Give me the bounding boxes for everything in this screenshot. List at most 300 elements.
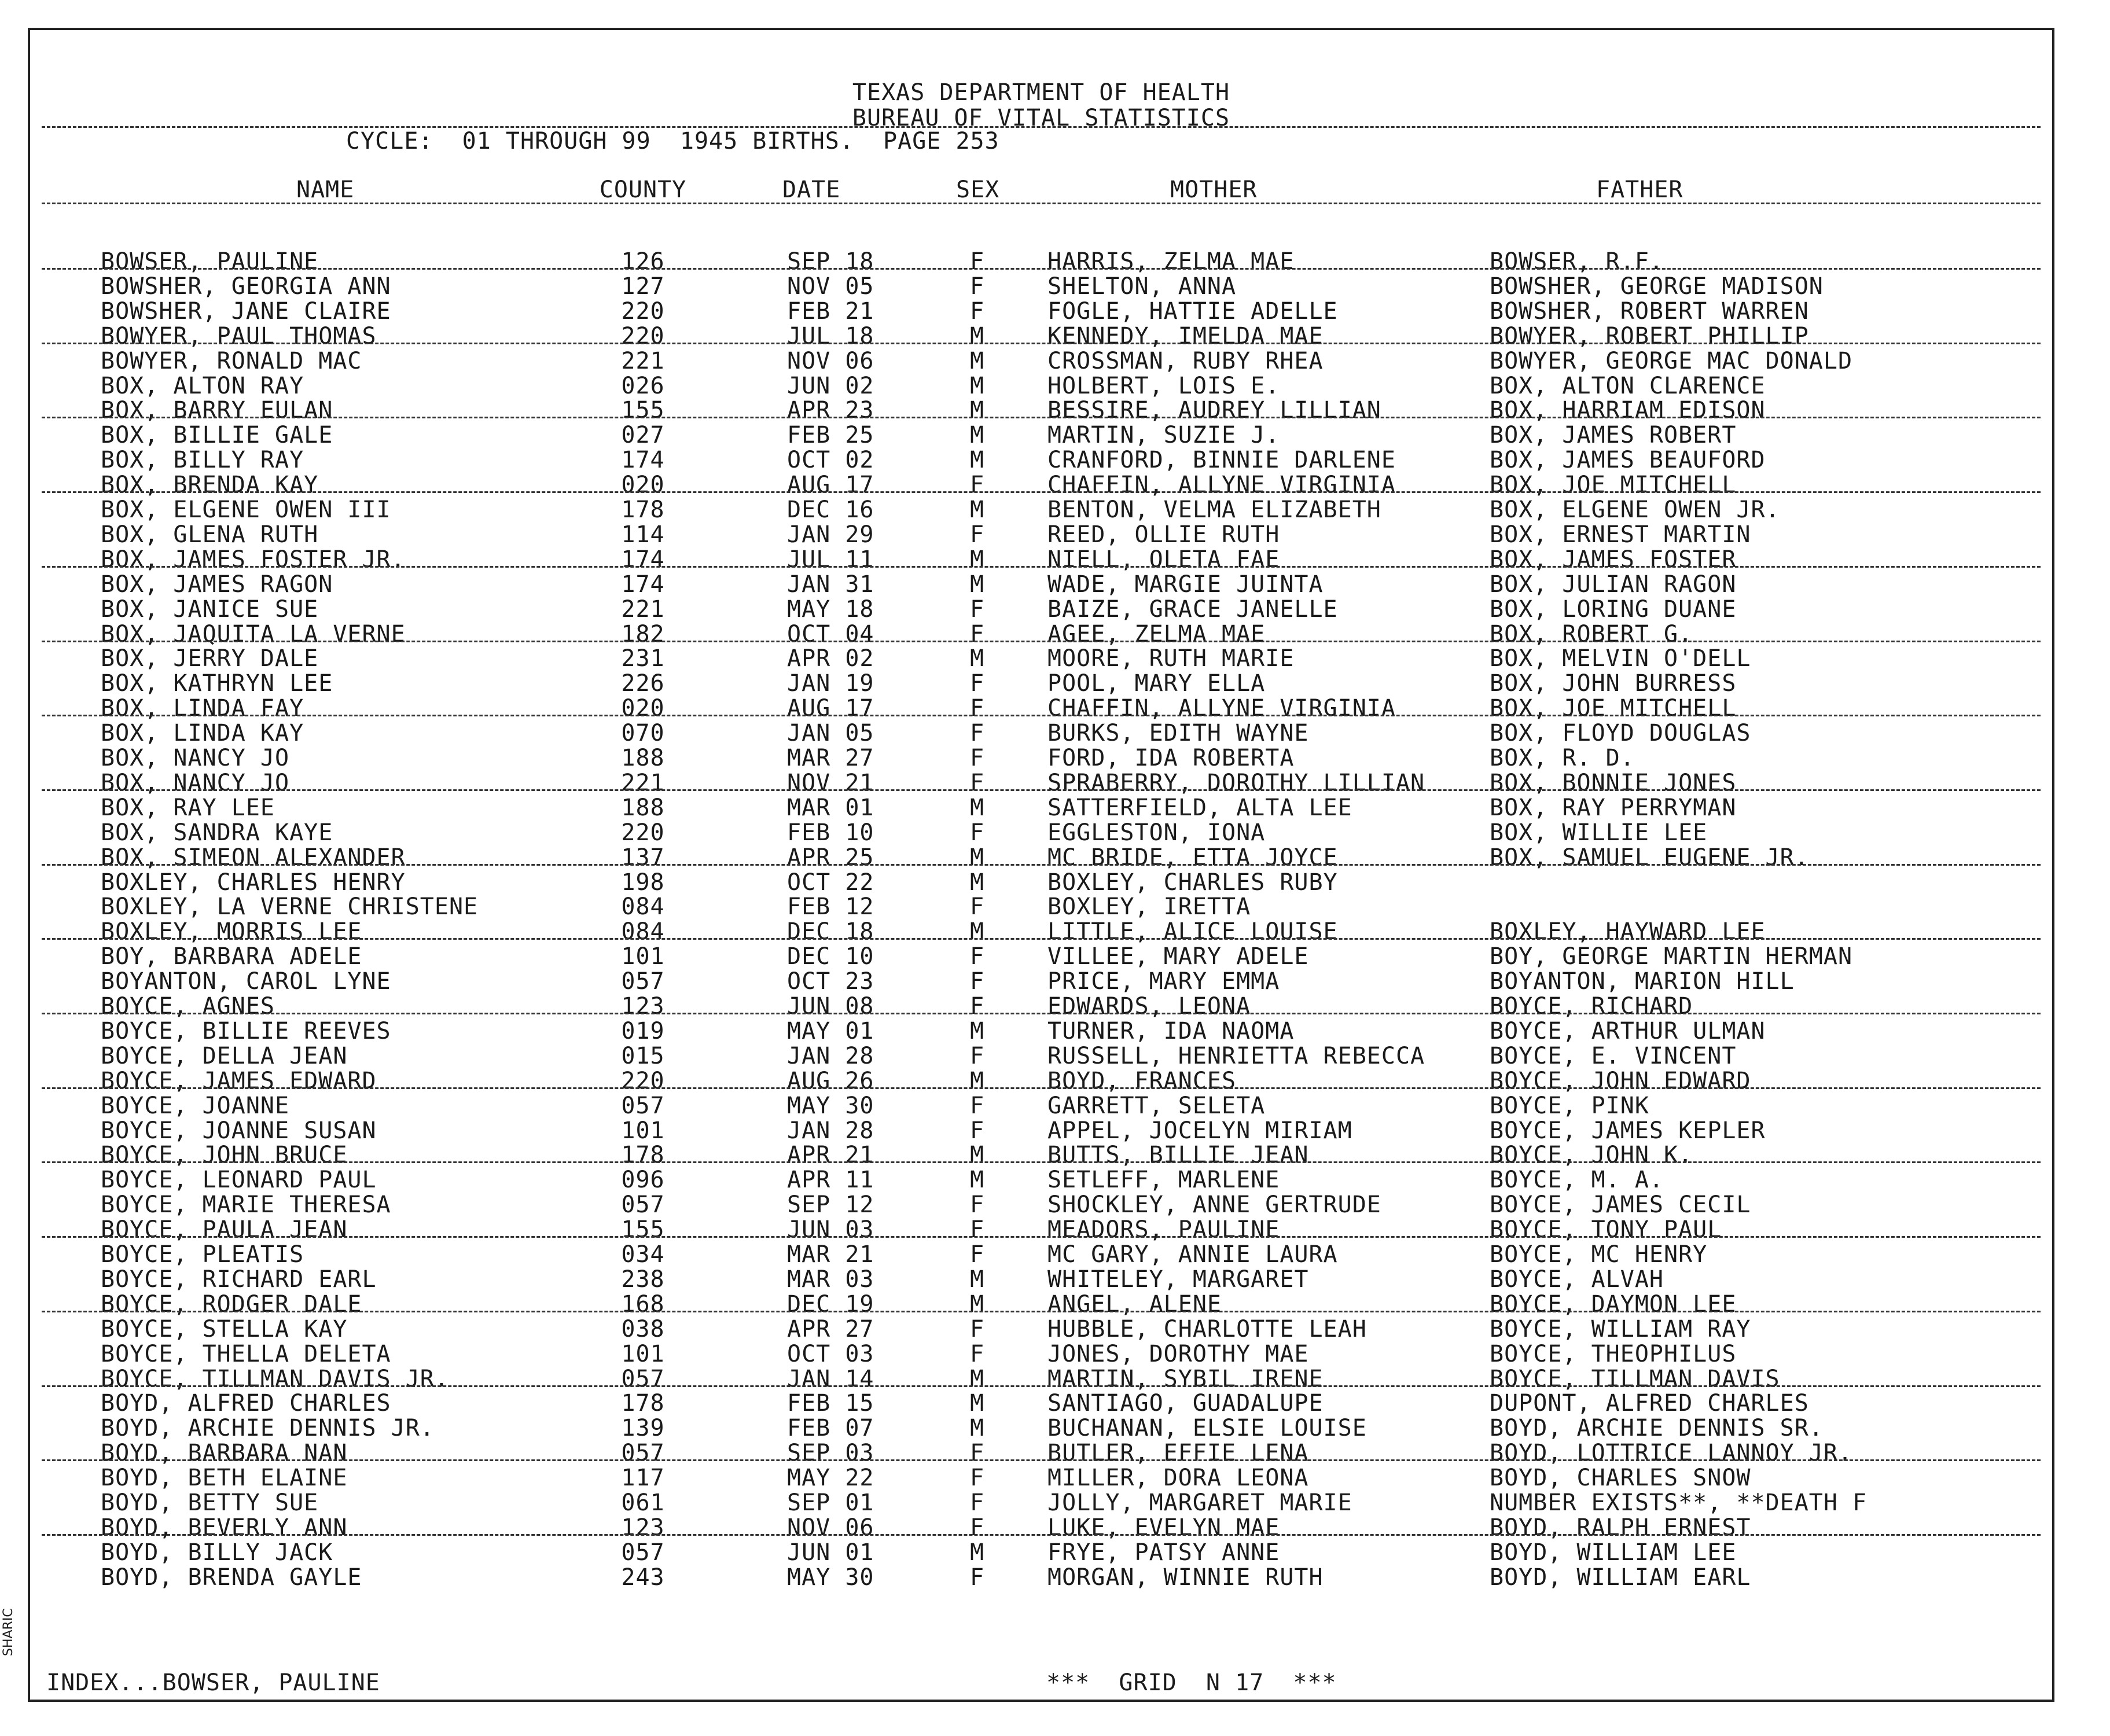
side-stamp: SHARIC bbox=[1, 1608, 16, 1656]
cell-name: BOYD, BEVERLY ANN bbox=[101, 1514, 348, 1541]
cell-sex: M bbox=[970, 496, 985, 523]
cell-name: BOWYER, RONALD MAC bbox=[101, 348, 362, 374]
cell-father: BOYCE, TONY PAUL bbox=[1490, 1216, 1722, 1243]
cell-county: 139 bbox=[621, 1415, 665, 1441]
cell-sex: M bbox=[970, 1018, 985, 1044]
cell-date: JAN 14 bbox=[787, 1366, 874, 1392]
cell-mother: SATTERFIELD, ALTA LEE bbox=[1047, 795, 1352, 821]
cell-county: 221 bbox=[621, 596, 665, 623]
cell-sex: F bbox=[970, 1117, 985, 1144]
cell-father: BOX, JAMES ROBERT bbox=[1490, 422, 1737, 448]
cell-sex: F bbox=[970, 993, 985, 1020]
cell-sex: F bbox=[970, 1241, 985, 1268]
cell-county: 220 bbox=[621, 1068, 665, 1094]
cell-father: BOX, ALTON CLARENCE bbox=[1490, 373, 1766, 399]
cell-date: SEP 12 bbox=[787, 1191, 874, 1218]
cell-county: 070 bbox=[621, 720, 665, 746]
cell-name: BOYCE, JOANNE bbox=[101, 1093, 290, 1119]
row-rule bbox=[42, 789, 2041, 791]
cell-mother: FOGLE, HATTIE ADELLE bbox=[1047, 298, 1338, 325]
cell-sex: F bbox=[970, 1489, 985, 1516]
cell-name: BOYCE, RODGER DALE bbox=[101, 1291, 362, 1318]
cell-mother: BOYD, FRANCES bbox=[1047, 1068, 1237, 1094]
cell-name: BOYD, BRENDA GAYLE bbox=[101, 1564, 362, 1591]
cell-date: SEP 01 bbox=[787, 1489, 874, 1516]
cell-county: 178 bbox=[621, 1390, 665, 1417]
cell-father: BOYCE, TILLMAN DAVIS bbox=[1490, 1366, 1780, 1392]
header-bureau: BUREAU OF VITAL STATISTICS bbox=[852, 105, 1230, 131]
cell-sex: M bbox=[970, 447, 985, 473]
cell-name: BOX, LINDA FAY bbox=[101, 695, 304, 722]
cell-sex: F bbox=[970, 720, 985, 746]
cell-date: APR 02 bbox=[787, 645, 874, 672]
cell-name: BOX, ALTON RAY bbox=[101, 373, 304, 399]
cell-date: DEC 19 bbox=[787, 1291, 874, 1318]
cell-name: BOYCE, THELLA DELETA bbox=[101, 1341, 391, 1367]
cell-date: MAY 22 bbox=[787, 1465, 874, 1491]
row-rule bbox=[42, 1236, 2041, 1238]
cell-date: NOV 06 bbox=[787, 1514, 874, 1541]
cell-father: BOYCE, MC HENRY bbox=[1490, 1241, 1708, 1268]
cell-date: JUN 03 bbox=[787, 1216, 874, 1243]
cell-mother: AGEE, ZELMA MAE bbox=[1047, 621, 1266, 648]
cell-father: BOYCE, WILLIAM RAY bbox=[1490, 1316, 1751, 1343]
cell-mother: REED, OLLIE RUTH bbox=[1047, 521, 1280, 548]
cell-father: BOX, LORING DUANE bbox=[1490, 596, 1737, 623]
cell-father: BOYD, CHARLES SNOW bbox=[1490, 1465, 1751, 1491]
cell-date: JUN 02 bbox=[787, 373, 874, 399]
cell-father: BOXLEY, HAYWARD LEE bbox=[1490, 918, 1766, 945]
column-header-county: COUNTY bbox=[599, 176, 687, 203]
cell-name: BOX, SIMEON ALEXANDER bbox=[101, 844, 406, 871]
cell-sex: M bbox=[970, 918, 985, 945]
cell-father: BOX, HARRIAM EDISON bbox=[1490, 397, 1766, 424]
cell-date: APR 27 bbox=[787, 1316, 874, 1343]
cell-father: BOYCE, JAMES KEPLER bbox=[1490, 1117, 1766, 1144]
cell-county: 020 bbox=[621, 695, 665, 722]
cell-mother: FRYE, PATSY ANNE bbox=[1047, 1539, 1280, 1566]
cell-county: 127 bbox=[621, 273, 665, 300]
cell-sex: F bbox=[970, 1341, 985, 1367]
cell-father: BOYD, RALPH ERNEST bbox=[1490, 1514, 1751, 1541]
cell-father: BOWYER, GEORGE MAC DONALD bbox=[1490, 348, 1853, 374]
cell-mother: WHITELEY, MARGARET bbox=[1047, 1266, 1309, 1293]
cell-father: BOWSHER, GEORGE MADISON bbox=[1490, 273, 1824, 300]
cell-date: JAN 28 bbox=[787, 1043, 874, 1069]
cell-sex: M bbox=[970, 645, 985, 672]
cell-sex: M bbox=[970, 844, 985, 871]
cell-county: 137 bbox=[621, 844, 665, 871]
cell-mother: ANGEL, ALENE bbox=[1047, 1291, 1222, 1318]
cell-mother: MARTIN, SUZIE J. bbox=[1047, 422, 1280, 448]
cell-name: BOX, SANDRA KAYE bbox=[101, 819, 333, 846]
cell-father: BOWYER, ROBERT PHILLIP bbox=[1490, 323, 1809, 350]
cell-sex: M bbox=[970, 1539, 985, 1566]
row-rule bbox=[42, 864, 2041, 866]
cell-county: 220 bbox=[621, 323, 665, 350]
row-rule bbox=[42, 268, 2041, 270]
cell-date: FEB 12 bbox=[787, 893, 874, 920]
cell-sex: F bbox=[970, 893, 985, 920]
cell-sex: F bbox=[970, 1043, 985, 1069]
cell-sex: M bbox=[970, 571, 985, 598]
row-rule bbox=[42, 938, 2041, 940]
cell-county: 026 bbox=[621, 373, 665, 399]
cell-name: BOX, JAMES FOSTER JR. bbox=[101, 546, 406, 573]
cell-date: MAR 27 bbox=[787, 745, 874, 771]
cell-father: BOX, SAMUEL EUGENE JR. bbox=[1490, 844, 1809, 871]
cell-mother: SANTIAGO, GUADALUPE bbox=[1047, 1390, 1324, 1417]
cell-county: 243 bbox=[621, 1564, 665, 1591]
cell-father: BOYD, ARCHIE DENNIS SR. bbox=[1490, 1415, 1824, 1441]
cell-date: DEC 10 bbox=[787, 943, 874, 970]
cell-mother: MORGAN, WINNIE RUTH bbox=[1047, 1564, 1324, 1591]
cell-mother: SHELTON, ANNA bbox=[1047, 273, 1237, 300]
cell-father: BOX, JAMES FOSTER bbox=[1490, 546, 1737, 573]
cell-sex: F bbox=[970, 1191, 985, 1218]
cell-name: BOX, KATHRYN LEE bbox=[101, 670, 333, 697]
cell-date: DEC 18 bbox=[787, 918, 874, 945]
cell-father: BOX, ERNEST MARTIN bbox=[1490, 521, 1751, 548]
cell-father: BOYD, WILLIAM EARL bbox=[1490, 1564, 1751, 1591]
cell-name: BOXLEY, CHARLES HENRY bbox=[101, 869, 406, 896]
cell-name: BOWSER, PAULINE bbox=[101, 248, 319, 275]
cell-county: 101 bbox=[621, 1341, 665, 1367]
cell-sex: M bbox=[970, 1167, 985, 1193]
cell-mother: SPRABERRY, DOROTHY LILLIAN bbox=[1047, 770, 1425, 796]
cell-county: 101 bbox=[621, 943, 665, 970]
cell-mother: PRICE, MARY EMMA bbox=[1047, 968, 1280, 995]
cell-mother: CHAFFIN, ALLYNE VIRGINIA bbox=[1047, 472, 1396, 498]
cell-sex: F bbox=[970, 298, 985, 325]
cell-sex: F bbox=[970, 248, 985, 275]
cell-date: APR 25 bbox=[787, 844, 874, 871]
cell-mother: MC GARY, ANNIE LAURA bbox=[1047, 1241, 1338, 1268]
cell-county: 178 bbox=[621, 496, 665, 523]
cell-date: FEB 15 bbox=[787, 1390, 874, 1417]
cell-mother: CROSSMAN, RUBY RHEA bbox=[1047, 348, 1324, 374]
cell-mother: POOL, MARY ELLA bbox=[1047, 670, 1266, 697]
cell-county: 034 bbox=[621, 1241, 665, 1268]
cell-mother: TURNER, IDA NAOMA bbox=[1047, 1018, 1295, 1044]
header-rule bbox=[42, 126, 2041, 128]
row-rule bbox=[42, 715, 2041, 716]
cell-date: APR 23 bbox=[787, 397, 874, 424]
cell-father: BOX, JOHN BURRESS bbox=[1490, 670, 1737, 697]
cell-mother: FORD, IDA ROBERTA bbox=[1047, 745, 1295, 771]
cell-sex: F bbox=[970, 819, 985, 846]
cell-father: BOX, JAMES BEAUFORD bbox=[1490, 447, 1766, 473]
cell-date: APR 11 bbox=[787, 1167, 874, 1193]
cell-father: BOYCE, RICHARD bbox=[1490, 993, 1693, 1020]
column-header-date: DATE bbox=[782, 176, 841, 203]
cell-county: 182 bbox=[621, 621, 665, 648]
cell-father: BOX, MELVIN O'DELL bbox=[1490, 645, 1751, 672]
cell-county: 123 bbox=[621, 1514, 665, 1541]
cell-father: BOX, ELGENE OWEN JR. bbox=[1490, 496, 1780, 523]
row-rule bbox=[42, 1161, 2041, 1163]
header-cycle: CYCLE: 01 THROUGH 99 1945 BIRTHS. PAGE 253 bbox=[346, 128, 999, 155]
cell-county: 198 bbox=[621, 869, 665, 896]
cell-sex: M bbox=[970, 1366, 985, 1392]
cell-county: 101 bbox=[621, 1117, 665, 1144]
cell-sex: F bbox=[970, 1440, 985, 1466]
cell-date: MAR 03 bbox=[787, 1266, 874, 1293]
cell-county: 126 bbox=[621, 248, 665, 275]
cell-county: 221 bbox=[621, 770, 665, 796]
cell-county: 155 bbox=[621, 1216, 665, 1243]
row-rule bbox=[42, 1311, 2041, 1312]
cell-date: FEB 21 bbox=[787, 298, 874, 325]
cell-sex: F bbox=[970, 1316, 985, 1343]
cell-county: 226 bbox=[621, 670, 665, 697]
cell-county: 238 bbox=[621, 1266, 665, 1293]
cell-sex: F bbox=[970, 943, 985, 970]
cell-mother: BENTON, VELMA ELIZABETH bbox=[1047, 496, 1381, 523]
cell-father: BOX, BONNIE JONES bbox=[1490, 770, 1737, 796]
cell-name: BOYD, BILLY JACK bbox=[101, 1539, 333, 1566]
cell-name: BOYCE, JOANNE SUSAN bbox=[101, 1117, 377, 1144]
cell-mother: LUKE, EVELYN MAE bbox=[1047, 1514, 1280, 1541]
cell-county: 231 bbox=[621, 645, 665, 672]
column-header-name: NAME bbox=[296, 176, 355, 203]
cell-name: BOX, BILLIE GALE bbox=[101, 422, 333, 448]
cell-sex: F bbox=[970, 621, 985, 648]
cell-father: BOYCE, E. VINCENT bbox=[1490, 1043, 1737, 1069]
cell-county: 123 bbox=[621, 993, 665, 1020]
cell-father: BOX, FLOYD DOUGLAS bbox=[1490, 720, 1751, 746]
cell-date: OCT 23 bbox=[787, 968, 874, 995]
cell-mother: KENNEDY, IMELDA MAE bbox=[1047, 323, 1324, 350]
cell-mother: HUBBLE, CHARLOTTE LEAH bbox=[1047, 1316, 1367, 1343]
cell-father: BOWSHER, ROBERT WARREN bbox=[1490, 298, 1809, 325]
cell-county: 096 bbox=[621, 1167, 665, 1193]
cell-name: BOX, JERRY DALE bbox=[101, 645, 319, 672]
cell-county: 188 bbox=[621, 745, 665, 771]
row-rule bbox=[42, 491, 2041, 493]
cell-sex: M bbox=[970, 1415, 985, 1441]
cell-mother: SHOCKLEY, ANNE GERTRUDE bbox=[1047, 1191, 1381, 1218]
cell-mother: BUCHANAN, ELSIE LOUISE bbox=[1047, 1415, 1367, 1441]
cell-county: 057 bbox=[621, 968, 665, 995]
cell-mother: BUTTS, BILLIE JEAN bbox=[1047, 1142, 1309, 1168]
column-header-father: FATHER bbox=[1596, 176, 1683, 203]
cell-father: BOX, JOE MITCHELL bbox=[1490, 472, 1737, 498]
cell-name: BOX, NANCY JO bbox=[101, 770, 290, 796]
cell-father: BOX, WILLIE LEE bbox=[1490, 819, 1708, 846]
cell-county: 015 bbox=[621, 1043, 665, 1069]
cell-name: BOX, NANCY JO bbox=[101, 745, 290, 771]
cell-date: JUN 01 bbox=[787, 1539, 874, 1566]
cell-name: BOYCE, JOHN BRUCE bbox=[101, 1142, 348, 1168]
cell-mother: CHAFFIN, ALLYNE VIRGINIA bbox=[1047, 695, 1396, 722]
cell-name: BOXLEY, MORRIS LEE bbox=[101, 918, 362, 945]
cell-date: DEC 16 bbox=[787, 496, 874, 523]
cell-name: BOYCE, AGNES bbox=[101, 993, 275, 1020]
cell-date: FEB 25 bbox=[787, 422, 874, 448]
cell-sex: M bbox=[970, 323, 985, 350]
cell-date: MAR 01 bbox=[787, 795, 874, 821]
cell-name: BOYD, BARBARA NAN bbox=[101, 1440, 348, 1466]
cell-sex: M bbox=[970, 1068, 985, 1094]
cell-mother: EGGLESTON, IONA bbox=[1047, 819, 1266, 846]
row-rule bbox=[42, 1013, 2041, 1014]
cell-name: BOXLEY, LA VERNE CHRISTENE bbox=[101, 893, 479, 920]
cell-date: SEP 18 bbox=[787, 248, 874, 275]
cell-father: BOX, RAY PERRYMAN bbox=[1490, 795, 1737, 821]
cell-mother: LITTLE, ALICE LOUISE bbox=[1047, 918, 1338, 945]
cell-sex: M bbox=[970, 1390, 985, 1417]
cell-mother: JOLLY, MARGARET MARIE bbox=[1047, 1489, 1352, 1516]
cell-county: 057 bbox=[621, 1539, 665, 1566]
cell-sex: F bbox=[970, 521, 985, 548]
cell-mother: BOXLEY, IRETTA bbox=[1047, 893, 1251, 920]
footer-index: INDEX...BOWSER, PAULINE bbox=[46, 1669, 380, 1696]
cell-sex: F bbox=[970, 695, 985, 722]
cell-county: 057 bbox=[621, 1440, 665, 1466]
cell-father: BOX, ROBERT G. bbox=[1490, 621, 1693, 648]
cell-county: 155 bbox=[621, 397, 665, 424]
cell-date: NOV 06 bbox=[787, 348, 874, 374]
footer-grid: *** GRID N 17 *** bbox=[1046, 1669, 1337, 1696]
cell-sex: M bbox=[970, 1266, 985, 1293]
cell-father: BOYCE, PINK bbox=[1490, 1093, 1649, 1119]
cell-name: BOWSHER, JANE CLAIRE bbox=[101, 298, 391, 325]
cell-name: BOX, ELGENE OWEN III bbox=[101, 496, 391, 523]
cell-county: 019 bbox=[621, 1018, 665, 1044]
cell-county: 038 bbox=[621, 1316, 665, 1343]
cell-county: 084 bbox=[621, 918, 665, 945]
cell-mother: CRANFORD, BINNIE DARLENE bbox=[1047, 447, 1396, 473]
cell-county: 057 bbox=[621, 1366, 665, 1392]
cell-father: NUMBER EXISTS**, **DEATH F bbox=[1490, 1489, 1868, 1516]
cell-mother: NIELL, OLETA FAE bbox=[1047, 546, 1280, 573]
records-sheet bbox=[28, 28, 2054, 1702]
cell-name: BOX, BRENDA KAY bbox=[101, 472, 319, 498]
cell-mother: BAIZE, GRACE JANELLE bbox=[1047, 596, 1338, 623]
cell-father: BOYD, LOTTRICE LANNOY JR. bbox=[1490, 1440, 1853, 1466]
cell-date: AUG 17 bbox=[787, 695, 874, 722]
cell-mother: VILLEE, MARY ADELE bbox=[1047, 943, 1309, 970]
cell-date: JUL 18 bbox=[787, 323, 874, 350]
cell-sex: M bbox=[970, 373, 985, 399]
cell-name: BOYCE, MARIE THERESA bbox=[101, 1191, 391, 1218]
cell-sex: F bbox=[970, 472, 985, 498]
cell-county: 027 bbox=[621, 422, 665, 448]
cell-sex: M bbox=[970, 869, 985, 896]
cell-date: OCT 22 bbox=[787, 869, 874, 896]
cell-name: BOYCE, BILLIE REEVES bbox=[101, 1018, 391, 1044]
cell-mother: BUTLER, EFFIE LENA bbox=[1047, 1440, 1309, 1466]
cell-name: BOX, LINDA KAY bbox=[101, 720, 304, 746]
cell-sex: M bbox=[970, 422, 985, 448]
cell-date: APR 21 bbox=[787, 1142, 874, 1168]
row-rule bbox=[42, 1385, 2041, 1387]
cell-county: 220 bbox=[621, 298, 665, 325]
cell-father: BOYCE, JOHN K. bbox=[1490, 1142, 1693, 1168]
cell-mother: GARRETT, SELETA bbox=[1047, 1093, 1266, 1119]
cell-date: NOV 21 bbox=[787, 770, 874, 796]
cell-father: BOYD, WILLIAM LEE bbox=[1490, 1539, 1737, 1566]
cell-name: BOYD, BETTY SUE bbox=[101, 1489, 319, 1516]
cell-county: 057 bbox=[621, 1191, 665, 1218]
cell-name: BOX, BARRY EULAN bbox=[101, 397, 333, 424]
cell-name: BOX, JAMES RAGON bbox=[101, 571, 333, 598]
column-header-rule bbox=[42, 203, 2041, 204]
cell-father: BOYANTON, MARION HILL bbox=[1490, 968, 1795, 995]
cell-name: BOYCE, LEONARD PAUL bbox=[101, 1167, 377, 1193]
cell-name: BOYD, BETH ELAINE bbox=[101, 1465, 348, 1491]
cell-name: BOYCE, RICHARD EARL bbox=[101, 1266, 377, 1293]
cell-mother: RUSSELL, HENRIETTA REBECCA bbox=[1047, 1043, 1425, 1069]
cell-date: MAY 01 bbox=[787, 1018, 874, 1044]
cell-county: 188 bbox=[621, 795, 665, 821]
cell-county: 168 bbox=[621, 1291, 665, 1318]
cell-father: BOY, GEORGE MARTIN HERMAN bbox=[1490, 943, 1853, 970]
cell-name: BOYCE, JAMES EDWARD bbox=[101, 1068, 377, 1094]
cell-father: BOYCE, M. A. bbox=[1490, 1167, 1664, 1193]
cell-date: MAY 18 bbox=[787, 596, 874, 623]
cell-father: BOX, R. D. bbox=[1490, 745, 1635, 771]
cell-mother: SETLEFF, MARLENE bbox=[1047, 1167, 1280, 1193]
cell-sex: F bbox=[970, 670, 985, 697]
cell-sex: F bbox=[970, 1216, 985, 1243]
cell-father: BOYCE, THEOPHILUS bbox=[1490, 1341, 1737, 1367]
header-agency: TEXAS DEPARTMENT OF HEALTH bbox=[852, 79, 1230, 106]
cell-mother: MARTIN, SYBIL IRENE bbox=[1047, 1366, 1324, 1392]
cell-name: BOX, JAQUITA LA VERNE bbox=[101, 621, 406, 648]
cell-sex: F bbox=[970, 273, 985, 300]
cell-county: 220 bbox=[621, 819, 665, 846]
cell-mother: BURKS, EDITH WAYNE bbox=[1047, 720, 1309, 746]
cell-mother: BOXLEY, CHARLES RUBY bbox=[1047, 869, 1338, 896]
cell-county: 061 bbox=[621, 1489, 665, 1516]
row-rule bbox=[42, 417, 2041, 418]
cell-county: 057 bbox=[621, 1093, 665, 1119]
cell-date: MAY 30 bbox=[787, 1564, 874, 1591]
cell-mother: WADE, MARGIE JUINTA bbox=[1047, 571, 1324, 598]
cell-date: FEB 07 bbox=[787, 1415, 874, 1441]
cell-mother: MEADORS, PAULINE bbox=[1047, 1216, 1280, 1243]
cell-date: SEP 03 bbox=[787, 1440, 874, 1466]
cell-name: BOYCE, PAULA JEAN bbox=[101, 1216, 348, 1243]
cell-date: JAN 28 bbox=[787, 1117, 874, 1144]
cell-name: BOWYER, PAUL THOMAS bbox=[101, 323, 377, 350]
cell-sex: F bbox=[970, 1465, 985, 1491]
cell-father: BOYCE, JOHN EDWARD bbox=[1490, 1068, 1751, 1094]
cell-county: 174 bbox=[621, 447, 665, 473]
cell-sex: M bbox=[970, 546, 985, 573]
cell-date: JAN 29 bbox=[787, 521, 874, 548]
cell-sex: F bbox=[970, 968, 985, 995]
cell-sex: M bbox=[970, 1142, 985, 1168]
cell-name: BOX, BILLY RAY bbox=[101, 447, 304, 473]
cell-name: BOYCE, DELLA JEAN bbox=[101, 1043, 348, 1069]
cell-date: JUL 11 bbox=[787, 546, 874, 573]
cell-mother: JONES, DOROTHY MAE bbox=[1047, 1341, 1309, 1367]
cell-sex: M bbox=[970, 348, 985, 374]
cell-county: 174 bbox=[621, 546, 665, 573]
cell-mother: HARRIS, ZELMA MAE bbox=[1047, 248, 1295, 275]
row-rule bbox=[42, 343, 2041, 344]
cell-mother: HOLBERT, LOIS E. bbox=[1047, 373, 1280, 399]
cell-mother: MILLER, DORA LEONA bbox=[1047, 1465, 1309, 1491]
row-rule bbox=[42, 1534, 2041, 1536]
cell-date: JAN 19 bbox=[787, 670, 874, 697]
cell-mother: APPEL, JOCELYN MIRIAM bbox=[1047, 1117, 1352, 1144]
cell-father: DUPONT, ALFRED CHARLES bbox=[1490, 1390, 1809, 1417]
cell-date: JUN 08 bbox=[787, 993, 874, 1020]
